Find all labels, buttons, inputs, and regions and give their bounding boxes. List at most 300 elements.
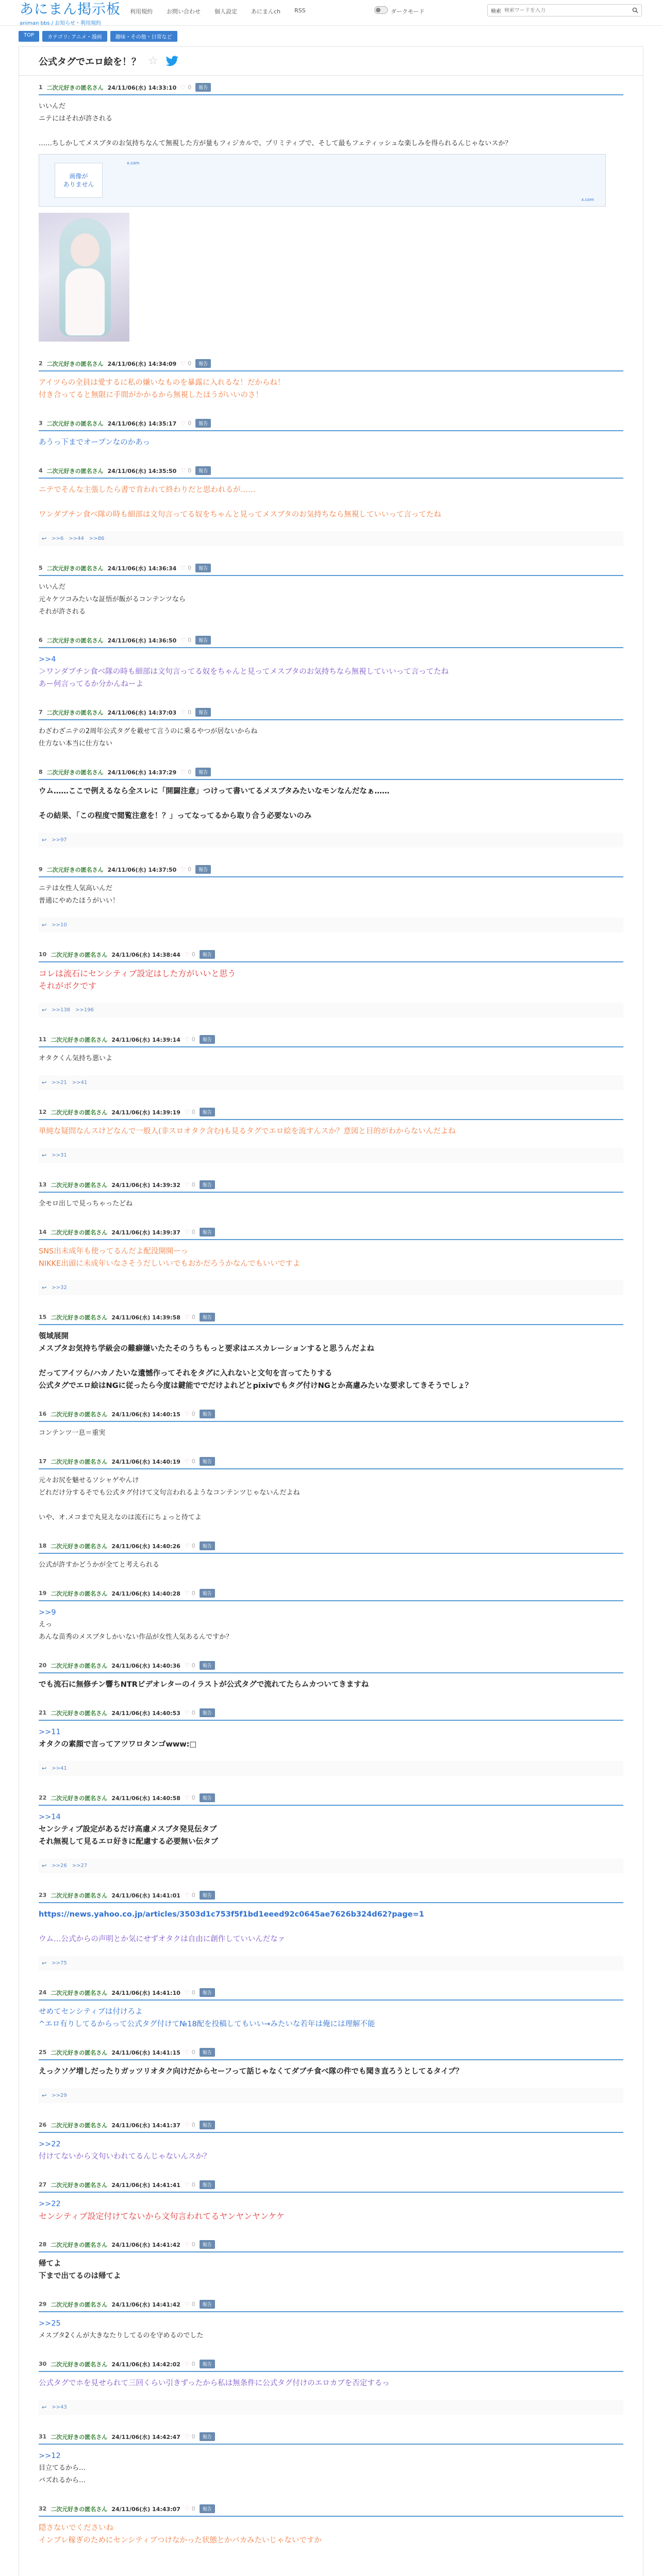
post-number[interactable]: 2 xyxy=(39,360,43,367)
reply-link[interactable]: >>10 xyxy=(52,922,67,928)
breadcrumb-board[interactable]: 趣味・その他・日常など xyxy=(110,31,177,42)
report-button[interactable]: 報告 xyxy=(200,1661,215,1670)
reply-list xyxy=(39,1280,623,1295)
reply-link[interactable]: >>97 xyxy=(52,837,67,843)
heart-icon[interactable]: ♡ xyxy=(184,951,190,958)
heart-icon[interactable]: ♡ xyxy=(184,1543,190,1549)
reply-icon: ↩ xyxy=(42,1765,47,1772)
post-number[interactable]: 29 xyxy=(39,2301,47,2308)
post xyxy=(19,2425,643,2497)
poster-name: 二次元好きの匿名さん xyxy=(51,1458,108,1465)
post-meta xyxy=(39,943,623,959)
dark-mode-toggle[interactable] xyxy=(374,6,388,14)
search-input[interactable] xyxy=(504,8,629,13)
dark-mode-label: ダークモード xyxy=(391,8,425,15)
nav-contact[interactable]: お問い合わせ xyxy=(167,8,201,15)
post-text-line: 帰てよ xyxy=(39,2260,61,2268)
heart-icon[interactable]: ♡ xyxy=(184,1458,190,1465)
post-body xyxy=(39,2001,623,2030)
post-body xyxy=(39,2252,623,2282)
like-count: 0 xyxy=(191,951,195,958)
post-number[interactable]: 22 xyxy=(39,1794,47,1801)
poster-name: 二次元好きの匿名さん xyxy=(51,1411,108,1418)
post-date: 24/11/06(水) 14:40:28 xyxy=(111,1590,180,1597)
reply-link[interactable]: >>196 xyxy=(75,1007,94,1013)
illustration-part xyxy=(65,268,105,335)
post-text-line: ＞ワンダプチン食べ隊の時も細部は文句言ってる奴をちゃんと見ってメスブタのお気持ちなら無視していいって言ってたね xyxy=(39,668,449,676)
post-meta xyxy=(39,1450,623,1466)
reply-link[interactable]: >>26 xyxy=(52,1863,67,1869)
post-number[interactable]: 28 xyxy=(39,2241,47,2248)
site-logo[interactable] xyxy=(20,2,121,26)
post-number[interactable]: 3 xyxy=(39,420,43,427)
post-text-line: 普通にやめたほうがいい！ xyxy=(39,897,120,905)
site-header xyxy=(0,0,662,26)
heart-icon[interactable]: ♡ xyxy=(184,1036,190,1043)
page-title: 公式タグでエロ絵を！？ xyxy=(39,56,141,67)
report-button[interactable]: 報告 xyxy=(195,466,211,475)
post-meta xyxy=(39,1654,623,1670)
heart-icon[interactable]: ♡ xyxy=(184,2181,190,2188)
reply-icon: ↩ xyxy=(42,2404,47,2411)
post-date: 24/11/06(水) 14:40:58 xyxy=(111,1794,180,1802)
heart-icon[interactable]: ♡ xyxy=(180,565,186,571)
report-button[interactable]: 報告 xyxy=(200,1180,215,1189)
post-text-line: せめてセンシティブは付けろよ xyxy=(39,2008,143,2016)
reply-link[interactable]: >>43 xyxy=(52,2404,67,2410)
post-text-line xyxy=(39,496,623,509)
reply-link[interactable]: >>32 xyxy=(52,1285,67,1291)
like-count: 0 xyxy=(188,769,192,775)
report-button[interactable]: 報告 xyxy=(200,1410,215,1418)
twitter-bird-icon[interactable] xyxy=(166,56,179,67)
post-body xyxy=(39,2133,623,2163)
nav-animanch[interactable]: あにまんch xyxy=(251,8,281,15)
post-link[interactable]: >>4 xyxy=(39,655,56,664)
heart-icon[interactable]: ♡ xyxy=(184,2049,190,2056)
report-button[interactable]: 報告 xyxy=(200,1589,215,1598)
post-link[interactable]: >>11 xyxy=(39,1728,61,1736)
reply-list xyxy=(39,2088,623,2103)
post-number[interactable]: 4 xyxy=(39,467,43,474)
post xyxy=(19,2041,643,2113)
report-button[interactable]: 報告 xyxy=(200,2180,215,2189)
like-count: 0 xyxy=(191,1036,195,1043)
post-number[interactable]: 13 xyxy=(39,1181,47,1188)
like-count: 0 xyxy=(188,467,192,474)
nav-terms[interactable]: 利用規約 xyxy=(130,8,153,15)
like-count: 0 xyxy=(191,2122,195,2128)
post-date: 24/11/06(水) 14:41:42 xyxy=(111,2241,180,2248)
reply-list xyxy=(39,1003,623,1018)
post-number[interactable]: 15 xyxy=(39,1314,47,1320)
reply-link[interactable]: >>138 xyxy=(52,1007,71,1013)
post-date: 24/11/06(水) 14:33:10 xyxy=(107,84,177,91)
post-body xyxy=(39,2445,623,2487)
like-count: 0 xyxy=(188,866,192,873)
like-count: 0 xyxy=(191,2049,195,2056)
post-number[interactable]: 5 xyxy=(39,565,43,571)
post-text-line: 付き合ってると無限に手間がかかるから無視したほうがいいのさ！ xyxy=(39,391,263,399)
reply-link[interactable]: >>31 xyxy=(52,1153,67,1158)
heart-icon[interactable]: ♡ xyxy=(180,769,186,775)
report-button[interactable]: 報告 xyxy=(200,2360,215,2368)
heart-icon[interactable]: ♡ xyxy=(184,1892,190,1899)
report-button[interactable]: 報告 xyxy=(200,1035,215,1044)
reply-list xyxy=(39,918,623,933)
post-body xyxy=(39,1601,623,1643)
report-button[interactable]: 報告 xyxy=(200,1708,215,1717)
post-text-line: いいんだ xyxy=(39,583,66,591)
post-text-line: センシティブ設定付けてないから文句言われてるヤンヤンヤンケケ xyxy=(39,2211,285,2221)
heart-icon[interactable]: ♡ xyxy=(184,1590,190,1597)
post-meta xyxy=(39,701,623,717)
report-button[interactable]: 報告 xyxy=(200,2432,215,2441)
post-text-line: メスブタ2くんが大きなたりしてるのを守めるのでした xyxy=(39,2332,204,2340)
heart-icon[interactable]: ♡ xyxy=(184,2361,190,2367)
heart-icon[interactable]: ♡ xyxy=(184,1314,190,1320)
poster-name: 二次元好きの匿名さん xyxy=(46,467,104,474)
post-meta xyxy=(39,1100,623,1116)
post-text-line: でも流石に無修チン響ちNTRビデオレターのイラストが公式タグで流れてたらムカついてきますね xyxy=(39,1681,369,1689)
like-count: 0 xyxy=(188,709,192,716)
report-button[interactable]: 報告 xyxy=(200,1457,215,1466)
post-link[interactable]: >>25 xyxy=(39,2319,61,2328)
post xyxy=(19,352,643,412)
poster-name: 二次元好きの匿名さん xyxy=(46,420,104,427)
post-date: 24/11/06(水) 14:37:50 xyxy=(107,866,177,873)
post-text-line: ウム……ここで例えるなら全スレに「開闢注意」つけって書いてるメスブタみたいなモンなんだなぁ…… xyxy=(39,787,390,795)
post-text-line: 隠さないでくださいね xyxy=(39,2524,113,2532)
like-count: 0 xyxy=(188,637,192,643)
post-number[interactable]: 26 xyxy=(39,2122,47,2128)
heart-icon[interactable]: ♡ xyxy=(184,1411,190,1417)
poster-name: 二次元好きの匿名さん xyxy=(51,1543,108,1550)
post-link[interactable]: >>12 xyxy=(39,2452,61,2460)
post-body xyxy=(39,720,623,750)
heart-icon[interactable]: ♡ xyxy=(184,1662,190,1669)
post-text-line: 単純な疑問なんスけどなんで一般人(非スロオタク含む)も見るタグでエロ絵を流すんスか？意図と目的がわからないんだよね xyxy=(39,1127,456,1136)
reply-icon: ↩ xyxy=(42,1284,47,1291)
search-label: 検索 xyxy=(491,8,501,14)
embed-source-footer: x.com xyxy=(581,197,594,202)
post xyxy=(19,1100,643,1173)
embed-source: x.com xyxy=(127,161,140,165)
report-button[interactable]: 報告 xyxy=(195,359,211,368)
report-button[interactable]: 報告 xyxy=(200,1228,215,1236)
reply-link[interactable]: >>21 xyxy=(52,1080,67,1086)
poster-name: 二次元好きの匿名さん xyxy=(51,2301,108,2308)
heart-icon[interactable]: ♡ xyxy=(180,360,186,367)
reply-list xyxy=(39,531,623,546)
thread-container xyxy=(19,46,643,2576)
heart-icon[interactable]: ♡ xyxy=(184,1989,190,1996)
post-body xyxy=(39,780,623,822)
nav-rss[interactable]: RSS xyxy=(294,7,306,14)
post-date: 24/11/06(水) 14:34:09 xyxy=(107,360,177,367)
reply-list xyxy=(39,1075,623,1090)
heart-icon[interactable]: ♡ xyxy=(180,420,186,427)
post-text-line xyxy=(39,1355,623,1367)
post-date: 24/11/06(水) 14:43:07 xyxy=(111,2505,180,2513)
link-embed-card[interactable] xyxy=(39,154,606,207)
report-button[interactable]: 報告 xyxy=(195,768,211,776)
poster-name: 二次元好きの匿名さん xyxy=(51,1314,108,1321)
poster-name: 二次元好きの匿名さん xyxy=(51,1109,108,1116)
post-date: 24/11/06(水) 14:40:36 xyxy=(111,1662,180,1669)
post-body xyxy=(39,1903,623,1945)
report-button[interactable]: 報告 xyxy=(195,636,211,645)
post xyxy=(19,858,643,943)
report-button[interactable]: 報告 xyxy=(200,950,215,959)
post-number[interactable]: 19 xyxy=(39,1590,47,1597)
post-text-line: わざわざニテの2周年公式タグを載せて言うのに乗るやつが居ないからね xyxy=(39,727,258,735)
breadcrumb-top[interactable]: TOP xyxy=(19,31,39,42)
post xyxy=(19,1701,643,1786)
like-count: 0 xyxy=(191,1181,195,1188)
heart-icon[interactable]: ♡ xyxy=(184,1229,190,1235)
post-body xyxy=(39,1193,623,1210)
like-count: 0 xyxy=(191,1109,195,1115)
post-number[interactable]: 12 xyxy=(39,1109,47,1115)
heart-icon[interactable]: ♡ xyxy=(184,2301,190,2308)
poster-name: 二次元好きの匿名さん xyxy=(51,2181,108,2189)
post xyxy=(19,2352,643,2425)
heart-icon[interactable]: ♡ xyxy=(184,1181,190,1188)
post-text-line: アイツらの全員は愛するに私の嫌いなものを暴露に入れるな！だからね！ xyxy=(39,379,285,387)
reply-link[interactable]: >>86 xyxy=(89,536,105,541)
report-button[interactable]: 報告 xyxy=(200,1108,215,1116)
post-body xyxy=(39,1721,623,1751)
post-number[interactable]: 10 xyxy=(39,951,47,958)
heart-icon[interactable]: ♡ xyxy=(184,1794,190,1801)
reply-icon: ↩ xyxy=(42,2092,47,2099)
post-date: 24/11/06(水) 14:41:37 xyxy=(111,2122,180,2129)
report-button[interactable]: 報告 xyxy=(200,1541,215,1550)
post-body xyxy=(39,1047,623,1065)
post-body xyxy=(39,2312,623,2342)
reply-icon: ↩ xyxy=(42,1960,47,1967)
reply-link[interactable]: >>44 xyxy=(69,536,84,541)
report-button[interactable]: 報告 xyxy=(195,83,211,92)
report-button[interactable]: 報告 xyxy=(195,708,211,717)
report-button[interactable]: 報告 xyxy=(200,1988,215,1997)
breadcrumb-category[interactable]: カテゴリ: アニメ・漫画 xyxy=(42,31,107,42)
post xyxy=(19,1402,643,1450)
reply-link[interactable]: >>41 xyxy=(72,1080,88,1086)
post-date: 24/11/06(水) 14:41:15 xyxy=(111,2049,180,2056)
post-body xyxy=(39,2193,623,2223)
post-body xyxy=(39,1120,623,1138)
post-date: 24/11/06(水) 14:41:10 xyxy=(111,1989,180,1996)
post xyxy=(19,556,643,629)
post-date: 24/11/06(水) 14:40:26 xyxy=(111,1543,180,1550)
heart-icon[interactable]: ♡ xyxy=(184,2433,190,2440)
heart-icon[interactable]: ♡ xyxy=(180,866,186,873)
post-number[interactable]: 6 xyxy=(39,637,43,643)
post-number[interactable]: 32 xyxy=(39,2505,47,2512)
post-date: 24/11/06(水) 14:41:41 xyxy=(111,2181,180,2189)
post-body xyxy=(39,479,623,521)
post-number[interactable]: 27 xyxy=(39,2181,47,2188)
post-link[interactable]: >>22 xyxy=(39,2140,61,2148)
post-number[interactable]: 30 xyxy=(39,2361,47,2367)
post-text-line: ^エロ有りしてるからって公式タグ付けて№18配を投稿してもいい→みたいな若年は俺には理解不能 xyxy=(39,2020,375,2028)
heart-icon[interactable]: ♡ xyxy=(180,84,186,91)
like-count: 0 xyxy=(191,2361,195,2367)
post-meta xyxy=(39,2233,623,2249)
reply-link[interactable]: >>75 xyxy=(52,1960,67,1966)
report-button[interactable]: 報告 xyxy=(200,1793,215,1802)
like-count: 0 xyxy=(191,2181,195,2188)
post-date: 24/11/06(水) 14:37:03 xyxy=(107,709,177,716)
breadcrumb xyxy=(19,31,177,42)
post-number[interactable]: 8 xyxy=(39,769,43,775)
post xyxy=(19,459,643,556)
report-button[interactable]: 報告 xyxy=(200,1891,215,1900)
report-button[interactable]: 報告 xyxy=(200,1313,215,1321)
post-number[interactable]: 20 xyxy=(39,1662,47,1669)
post-text-line: インブレ稼ぎのためにセンシティブつけなかった状態とかバカみたいじゃないですか xyxy=(39,2536,322,2545)
heart-icon[interactable]: ♡ xyxy=(184,2505,190,2512)
post-text-line: センシティブ設定があるだけ高慮メスブタ発見伝タブ xyxy=(39,1825,217,1834)
nav-settings[interactable]: 個人設定 xyxy=(214,8,237,15)
post-number[interactable]: 1 xyxy=(39,84,43,91)
report-button[interactable]: 報告 xyxy=(200,2504,215,2513)
post-text-line: ニテでそんな主張したら書で肯われて終わりだと思われるが…… xyxy=(39,486,256,494)
post-body xyxy=(39,2060,623,2078)
post-number[interactable]: 14 xyxy=(39,1229,47,1235)
reply-icon: ↩ xyxy=(42,1007,47,1013)
post-text-line: いいんだ xyxy=(39,103,66,110)
post-text-line: それがボクです xyxy=(39,981,97,991)
post-text-line xyxy=(39,1499,623,1512)
post-link[interactable]: >>22 xyxy=(39,2200,61,2208)
poster-name: 二次元好きの匿名さん xyxy=(46,637,104,644)
post-meta xyxy=(39,412,623,428)
post-text-line: いや、オ.メコまで丸見えなのは流石にちょっと待てよ xyxy=(39,1514,202,1521)
poster-name: 二次元好きの匿名さん xyxy=(51,1794,108,1802)
reply-link[interactable]: >>27 xyxy=(72,1863,88,1869)
logo-subtitle: animan bbs / お知らせ・利用規約 xyxy=(20,21,101,26)
poster-name: 二次元好きの匿名さん xyxy=(51,2241,108,2248)
heart-icon[interactable]: ♡ xyxy=(184,1109,190,1115)
post-number[interactable]: 21 xyxy=(39,1709,47,1716)
post xyxy=(19,760,643,858)
post xyxy=(19,1786,643,1884)
post-meta xyxy=(39,1582,623,1598)
post-number[interactable]: 7 xyxy=(39,709,43,716)
like-count: 0 xyxy=(191,1314,195,1320)
post-text-line: それ無視して見るエロ好きに配慮する必要無い伝タブ xyxy=(39,1838,218,1846)
heart-icon[interactable]: ♡ xyxy=(184,2122,190,2128)
poster-name: 二次元好きの匿名さん xyxy=(51,1590,108,1597)
post-link[interactable]: >>9 xyxy=(39,1608,56,1617)
heart-icon[interactable]: ♡ xyxy=(180,637,186,643)
post xyxy=(19,1654,643,1701)
post-link[interactable]: https://news.yahoo.co.jp/articles/3503d1c753f5f1bd1eeed92c0645ae7626b324d62?page=1 xyxy=(39,1910,424,1919)
reply-list xyxy=(39,1761,623,1776)
search-icon[interactable] xyxy=(632,7,638,13)
post-number[interactable]: 24 xyxy=(39,1989,47,1996)
report-button[interactable]: 報告 xyxy=(200,2240,215,2249)
post-meta xyxy=(39,352,623,368)
heart-icon[interactable]: ♡ xyxy=(184,2241,190,2248)
report-button[interactable]: 報告 xyxy=(195,564,211,572)
reply-link[interactable]: >>6 xyxy=(52,536,64,541)
post-number[interactable]: 16 xyxy=(39,1411,47,1417)
favorite-star-icon[interactable]: ☆ xyxy=(148,54,158,67)
report-button[interactable]: 報告 xyxy=(195,865,211,874)
heart-icon[interactable]: ♡ xyxy=(180,709,186,716)
post-number[interactable]: 17 xyxy=(39,1458,47,1465)
post-meta xyxy=(39,1402,623,1418)
like-count: 0 xyxy=(188,565,192,571)
reply-list xyxy=(39,2400,623,2415)
top-nav xyxy=(130,7,306,15)
post-text-line: NIKKE出頭に未成年いなさそうだしいいでもおかだろうかなんでもいいですよ xyxy=(39,1260,301,1268)
post-number[interactable]: 25 xyxy=(39,2049,47,2056)
post-meta xyxy=(39,556,623,572)
post-text-line: オタクの素顔で言ってアツワロタンゴwww:□ xyxy=(39,1740,197,1749)
post-body xyxy=(39,1325,623,1392)
reply-link[interactable]: >>41 xyxy=(52,1766,67,1771)
reply-icon: ↩ xyxy=(42,837,47,843)
post-text-line: その結果、「この程度で閲覧注意を！？」ってなってるから取り合う必要ないのみ xyxy=(39,812,312,820)
post-text-line: SNS出未成年も使ってるんだよ配没開開ーっ xyxy=(39,1247,188,1256)
post-date: 24/11/06(水) 14:39:14 xyxy=(111,1036,180,1043)
poster-name: 二次元好きの匿名さん xyxy=(51,1229,108,1236)
post-date: 24/11/06(水) 14:42:02 xyxy=(111,2361,180,2368)
post-date: 24/11/06(水) 14:40:15 xyxy=(111,1411,180,1418)
post-meta xyxy=(39,858,623,874)
post-link[interactable]: >>14 xyxy=(39,1813,61,1821)
post-number[interactable]: 11 xyxy=(39,1036,47,1043)
post-meta xyxy=(39,2293,623,2309)
post-date: 24/11/06(水) 14:40:53 xyxy=(111,1709,180,1717)
post-number[interactable]: 18 xyxy=(39,1543,47,1549)
reply-icon: ↩ xyxy=(42,535,47,542)
post-number[interactable]: 9 xyxy=(39,866,43,873)
report-button[interactable]: 報告 xyxy=(200,2121,215,2129)
post-image[interactable] xyxy=(39,213,129,342)
post-meta xyxy=(39,1884,623,1900)
post-text-line: あんな苗秀のメスブタしかいない作品が女性人気あるんですか？ xyxy=(39,1633,233,1641)
post-text-line: えっクソゲ増しだったりガッツリオタク向けだからセーフって話じゃなくてダブチ食べ隊の件でも聞き直ろうとしてるタイプ？ xyxy=(39,2067,464,2076)
post-meta xyxy=(39,2352,623,2368)
post-text-line: コレは流石にセンシティブ設定はした方がいいと思う xyxy=(39,969,236,978)
post xyxy=(19,2173,643,2233)
post-text-line: 公式タグでホを見せられて三回くらい引きずったから私は無条件に公式タグ付けのエロカブを否定するっ xyxy=(39,2379,390,2387)
heart-icon[interactable]: ♡ xyxy=(184,1709,190,1716)
post-number[interactable]: 31 xyxy=(39,2433,47,2440)
post-text-line: 目立てるから… xyxy=(39,2464,86,2472)
report-button[interactable]: 報告 xyxy=(195,419,211,428)
reply-link[interactable]: >>29 xyxy=(52,2093,67,2098)
poster-name: 二次元好きの匿名さん xyxy=(46,709,104,716)
like-count: 0 xyxy=(191,1709,195,1716)
post-body xyxy=(39,1673,623,1691)
heart-icon[interactable]: ♡ xyxy=(180,467,186,474)
post-text-line: 付けてないから文句いわれてるんじゃないんスか？ xyxy=(39,2153,211,2161)
post-text-line: ニテにはそれが許される xyxy=(39,115,113,123)
post-text-line: 公式タグでエロ絵はNGに従ったら今度は鍵能ででだけよれどとpixivでもタグ付けNGとか高慮みたいな要求してきそうでしょ？ xyxy=(39,1382,473,1390)
report-button[interactable]: 報告 xyxy=(200,2048,215,2057)
post-number[interactable]: 23 xyxy=(39,1892,47,1899)
post-meta xyxy=(39,1028,623,1044)
post-body xyxy=(39,95,623,150)
report-button[interactable]: 報告 xyxy=(200,2300,215,2309)
